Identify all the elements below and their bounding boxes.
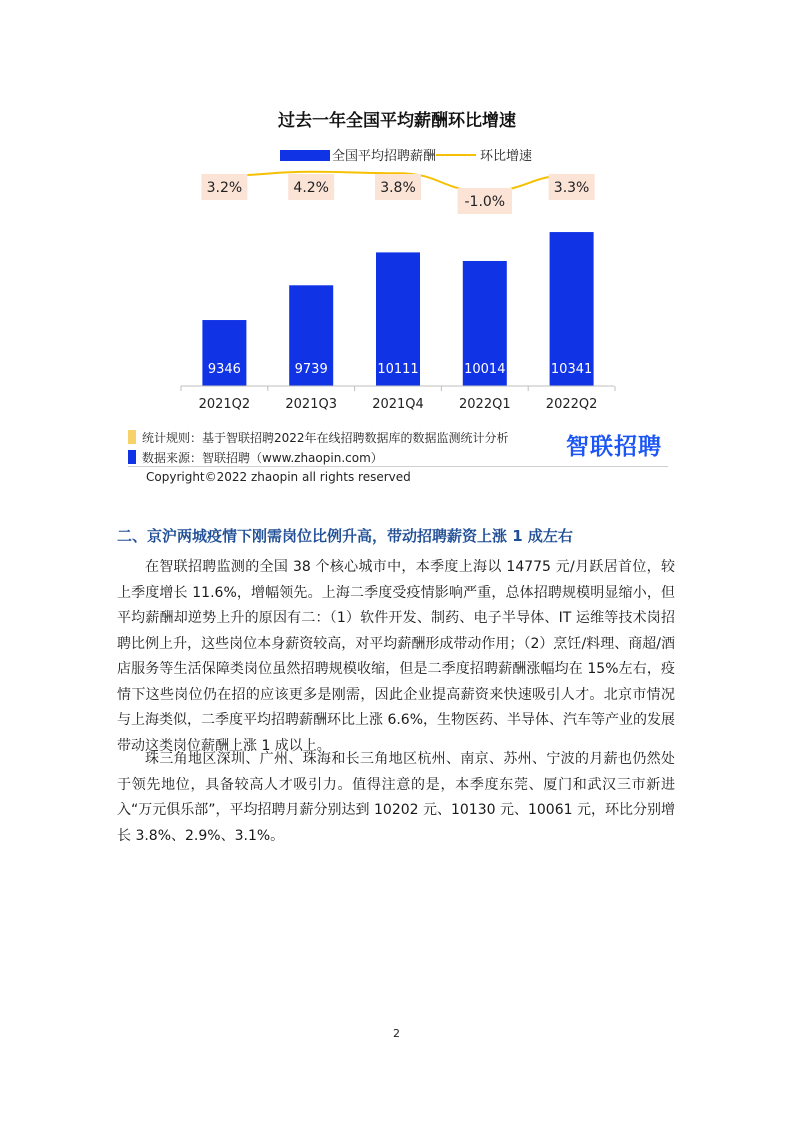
note-source-swatch [128, 450, 136, 464]
x-tick-label: 2021Q4 [372, 397, 424, 412]
bar-value-label: 10341 [550, 362, 593, 377]
growth-value-label: 3.2% [206, 180, 243, 196]
growth-value-label: 4.2% [293, 180, 329, 196]
bar-value-label: 10014 [464, 362, 506, 377]
salary-bars [202, 232, 593, 386]
note-divider [128, 466, 668, 467]
legend-bar-label: 全国平均招聘薪酬 [332, 149, 437, 164]
chart-title: 过去一年全国平均薪酬环比增速 [278, 111, 516, 131]
x-axis-ticks [181, 386, 615, 412]
zhaopin-logo: 智联招聘 [566, 434, 662, 460]
growth-value-label: 3.3% [553, 180, 590, 196]
x-tick-label: 2021Q2 [198, 397, 251, 412]
salary-growth-chart [0, 0, 793, 430]
chart-legend [280, 148, 532, 164]
note-source-text: 数据来源：智联招聘（www.zhaopin.com） [142, 450, 383, 465]
legend-line-label: 环比增速 [480, 149, 533, 164]
body-paragraph-1: 在智联招聘监测的全国 38 个核心城市中，本季度上海以 14775 元/月跃居首位，较上季度增长 11.6%，增幅领先。上海二季度受疫情影响严重，总体招聘规模明显缩小，但平均薪酬却逆势上升的原因有二：（1）软件开发、制药、电子半导体、IT 运维等技术岗招聘比例上升，这些岗位本身薪资较高，对平均薪酬形成带动作用；（2）烹饪/料理、商超/酒店服务等生活保障类岗位虽然招聘规模收缩，但是二季度招聘薪酬涨幅均在 15%左右，疫情下这些岗位仍在招的应该更多是刚需，因此企业提高薪资来快速吸引人才。北京市情况与上海类似，二季度平均招聘薪酬环比上涨 6.6%，生物医药、半导体、汽车等产业的发展带动这类岗位薪酬上涨 1 成以上。 [117, 559, 676, 754]
copyright: Copyright©2022 zhaopin all rights reserved [146, 470, 411, 484]
bar-value-label: 9739 [294, 362, 328, 377]
legend-bar-swatch [280, 150, 330, 161]
bar-value-label: 10111 [377, 362, 419, 377]
body-paragraph-2: 珠三角地区深圳、广州、珠海和长三角地区杭州、南京、苏州、宁波的月薪也仍然处于领先地位，具备较高人才吸引力。值得注意的是，本季度东莞、厦门和武汉三市新进入“万元俱乐部”，平均招聘月薪分别达到 10202 元、10130 元、10061 元，环比分别增长 3.8%、2.9%、3.1%。 [117, 751, 675, 844]
x-tick-label: 2022Q2 [545, 397, 598, 412]
x-tick-label: 2021Q3 [285, 397, 337, 412]
section-heading: 二、京沪两城疫情下刚需岗位比例升高，带动招聘薪资上涨 1 成左右 [117, 527, 573, 545]
page-number: 2 [393, 1027, 400, 1040]
growth-series [201, 172, 594, 214]
note-rule-swatch [128, 430, 136, 444]
growth-value-label: 3.8% [380, 180, 416, 196]
bar-value-label: 9346 [207, 362, 241, 377]
note-rule-text: 统计规则：基于智联招聘2022年在线招聘数据库的数据监测统计分析 [142, 430, 509, 445]
growth-value-label: -1.0% [464, 194, 506, 210]
x-tick-label: 2022Q1 [459, 397, 511, 412]
